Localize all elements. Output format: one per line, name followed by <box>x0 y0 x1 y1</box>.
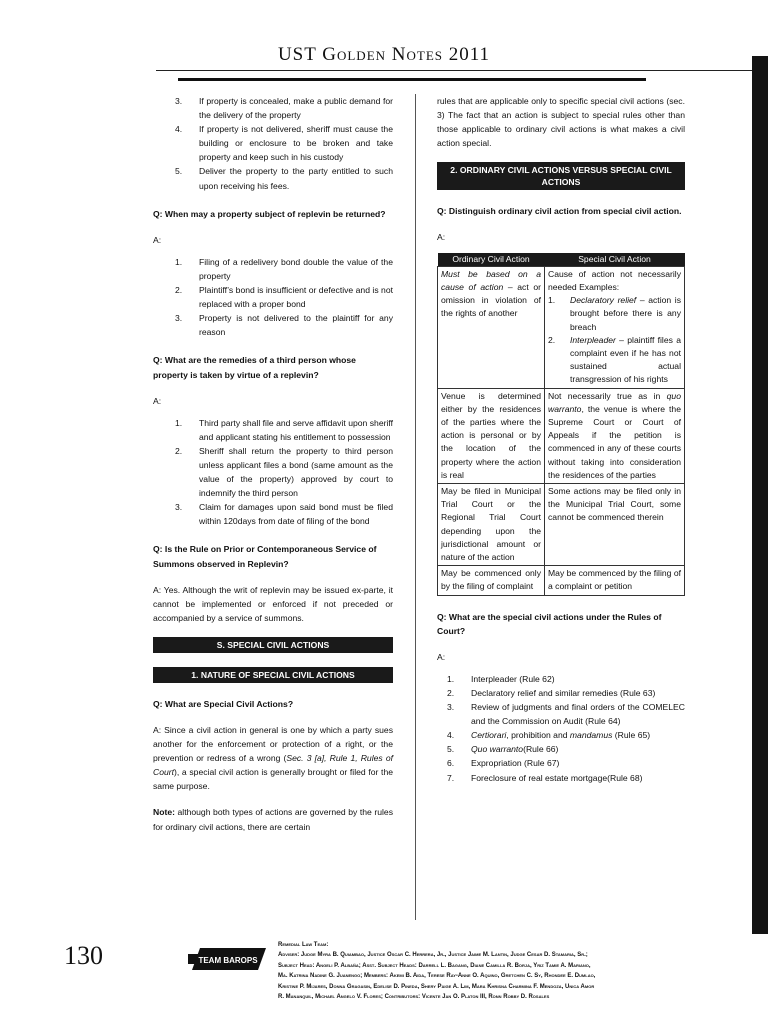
table-row <box>438 388 685 483</box>
table-cell: Venue is determined either by the residences of the parties where the action is personal or by the location of the property where the action is real <box>438 388 545 483</box>
third-person-remedies-list <box>153 416 393 529</box>
continued-paragraph: rules that are applicable only to specific special civil actions (sec. 3) The fact that an action is subject to special rules other than those applicable to ordinary civil actions is what makes a civil action special. <box>437 96 685 149</box>
table-cell: May be filed in Municipal Trial Court or the Regional Trial Court depending upon the jurisdictional amount or nature of the action <box>438 484 545 566</box>
list-item: 6. Expropriation (Rule 67) <box>447 758 560 769</box>
list-item: 2. Declaratory relief and similar remedies (Rule 63) <box>447 688 656 699</box>
header-rule-thick <box>178 78 646 81</box>
list-item: 4. Certiorari, prohibition and mandamus (Rule 65) <box>447 730 651 741</box>
left-column <box>153 94 393 846</box>
list-item: 1. Filing of a redelivery bond double the value of the property <box>175 256 393 281</box>
section-banner-special-civil-actions: S. SPECIAL CIVIL ACTIONS <box>153 637 393 653</box>
list-item: 3. If property is concealed, make a public demand for the delivery of the property <box>175 96 393 121</box>
table-cell: Some actions may be filed only in the Municipal Trial Court, some cannot be commenced therein <box>545 484 685 566</box>
return-grounds-list <box>153 255 393 340</box>
replevin-steps-list <box>153 94 393 193</box>
column-header: Special Civil Action <box>545 253 685 267</box>
list-item: 5. Deliver the property to the party entitled to such upon receiving his fees. <box>175 166 393 191</box>
column-divider <box>415 94 416 920</box>
question-what-are-special-civil-actions: Q: What are Special Civil Actions? <box>153 698 294 709</box>
list-item: 2. Plaintiff’s bond is insufficient or defective and is not replaced with a proper bond <box>175 285 393 310</box>
list-item: 1. Third party shall file and serve affidavit upon sheriff and applicant stating his entitlement to possession <box>175 417 393 442</box>
table-cell: Not necessarily true as in quo warranto, the venue is where the Supreme Court or Court of Appeals if the petition is commenced in any of these courts without taking into consideration the residences of the parties <box>545 388 685 483</box>
question-third-person-remedies: Q: What are the remedies of a third person whose property is taken by virtue of a replevin? <box>153 355 356 380</box>
answer-label: A: <box>437 232 446 243</box>
page-number: 130 <box>64 941 103 970</box>
answer-label: A: <box>153 234 162 245</box>
footer-credits: Remedial Law Team: Adviser: Judge Myra B. Quiambao, Justice Oscar C. Herrera, Jr., Justice Jaime M. Lantin, Judge Cesar D. Stamaria, Sr.; Subject Head: Angeli P. Albaña; Asst. Subject Heads: Darrell L. Bagang, Diane Camilla R. Borja, Yriz Tamie A. Mariano, Ma. Katrina Nadine G. Juanengo; Members: Akemi B. Aida, Terese Ray-Anne O. Aquino, Gretchen C. Sy, Rhondee E. Dumlao, Kristine P. Mijares, Donna Gragasin, Edelise D. Pineda, Shery Paige A. Lim, Mara Khrisna Charmina F. Mendoza, Unica Amor R. Mananquil, Michael Angelo V. Flores; Contributors: Vicente Jan O. Platon III, Ronn Robby D. Rosales <box>278 942 596 1001</box>
answer-label: A: <box>153 395 162 406</box>
answer-summons-rule: A: Yes. Although the writ of replevin may be issued ex-parte, it cannot be implemented or enforced if not preceded or accompanied by a service of summons. <box>153 584 393 623</box>
table-cell: Must be based on a cause of action – act or omission in violation of the rights of another <box>438 266 545 388</box>
answer-special-civil-actions: A: Since a civil action in general is one by which a party sues another for the enforcement or protection of a right, or the prevention or redress of a wrong (Sec. 3 [a], Rule 1, Rules of Court), a special civil action is generally brought or filed for the same purpose. <box>153 725 393 792</box>
table-row <box>438 484 685 566</box>
table-row <box>438 266 685 388</box>
logo-text: TEAM BAROPS <box>198 956 258 965</box>
question-summons-rule: Q: Is the Rule on Prior or Contemporaneous Service of Summons observed in Replevin? <box>153 544 377 569</box>
question-special-civil-actions-list: Q: What are the special civil actions under the Rules of Court? <box>437 611 662 636</box>
table-row <box>438 566 685 595</box>
table-cell: May be commenced only by the filing of complaint <box>438 566 545 595</box>
list-item: 5. Quo warranto(Rule 66) <box>447 744 559 755</box>
right-column <box>437 94 685 799</box>
list-item: 3. Claim for damages upon said bond must be filed within 120days from date of filing of the bond <box>175 502 393 527</box>
question-replevin-return: Q: When may a property subject of replevin be returned? <box>153 208 386 219</box>
list-item: 7. Foreclosure of real estate mortgage(Rule 68) <box>447 772 643 783</box>
comparison-table <box>437 253 685 596</box>
list-item: 2. Sheriff shall return the property to third person unless applicant files a bond (same amount as the value of the property) approved by court to indemnify the third person <box>175 445 393 499</box>
table-cell: Cause of action not necessarily needed Examples: 1. Declaratory relief – action is brought before there is any breach 2. Interpleader – plaintiff files a complaint even if he has not sustained actual transgression of his rights <box>545 266 685 388</box>
answer-label: A: <box>437 651 446 662</box>
page-header-title: UST Golden Notes 2011 <box>277 44 491 65</box>
list-item: 1. Interpleader (Rule 62) <box>447 673 555 684</box>
list-item: 4. If property is not delivered, sheriff must cause the building or enclosure to be broken and take property and keep such in his custody <box>175 124 393 163</box>
header-rule-thin <box>156 70 768 71</box>
list-item: 3. Review of judgments and final orders of the COMELEC and the Commission on Audit (Rule 64) <box>447 702 685 727</box>
question-distinguish: Q: Distinguish ordinary civil action from special civil action. <box>437 206 682 217</box>
special-civil-actions-list <box>437 672 685 785</box>
note-paragraph: Note: although both types of actions are governed by the rules for ordinary civil actions, there are certain <box>153 807 393 832</box>
table-header-row <box>438 253 685 267</box>
section-banner-nature: 1. NATURE OF SPECIAL CIVIL ACTIONS <box>153 667 393 683</box>
list-item: 3. Property is not delivered to the plaintiff for any reason <box>175 313 393 338</box>
right-edge-bar <box>752 56 768 934</box>
section-banner-ordinary-vs-special: 2. ORDINARY CIVIL ACTIONS VERSUS SPECIAL CIVIL ACTIONS <box>437 162 685 190</box>
team-barops-logo <box>186 944 270 974</box>
table-cell: May be commenced by the filing of a complaint or petition <box>545 566 685 595</box>
column-header: Ordinary Civil Action <box>438 253 545 267</box>
